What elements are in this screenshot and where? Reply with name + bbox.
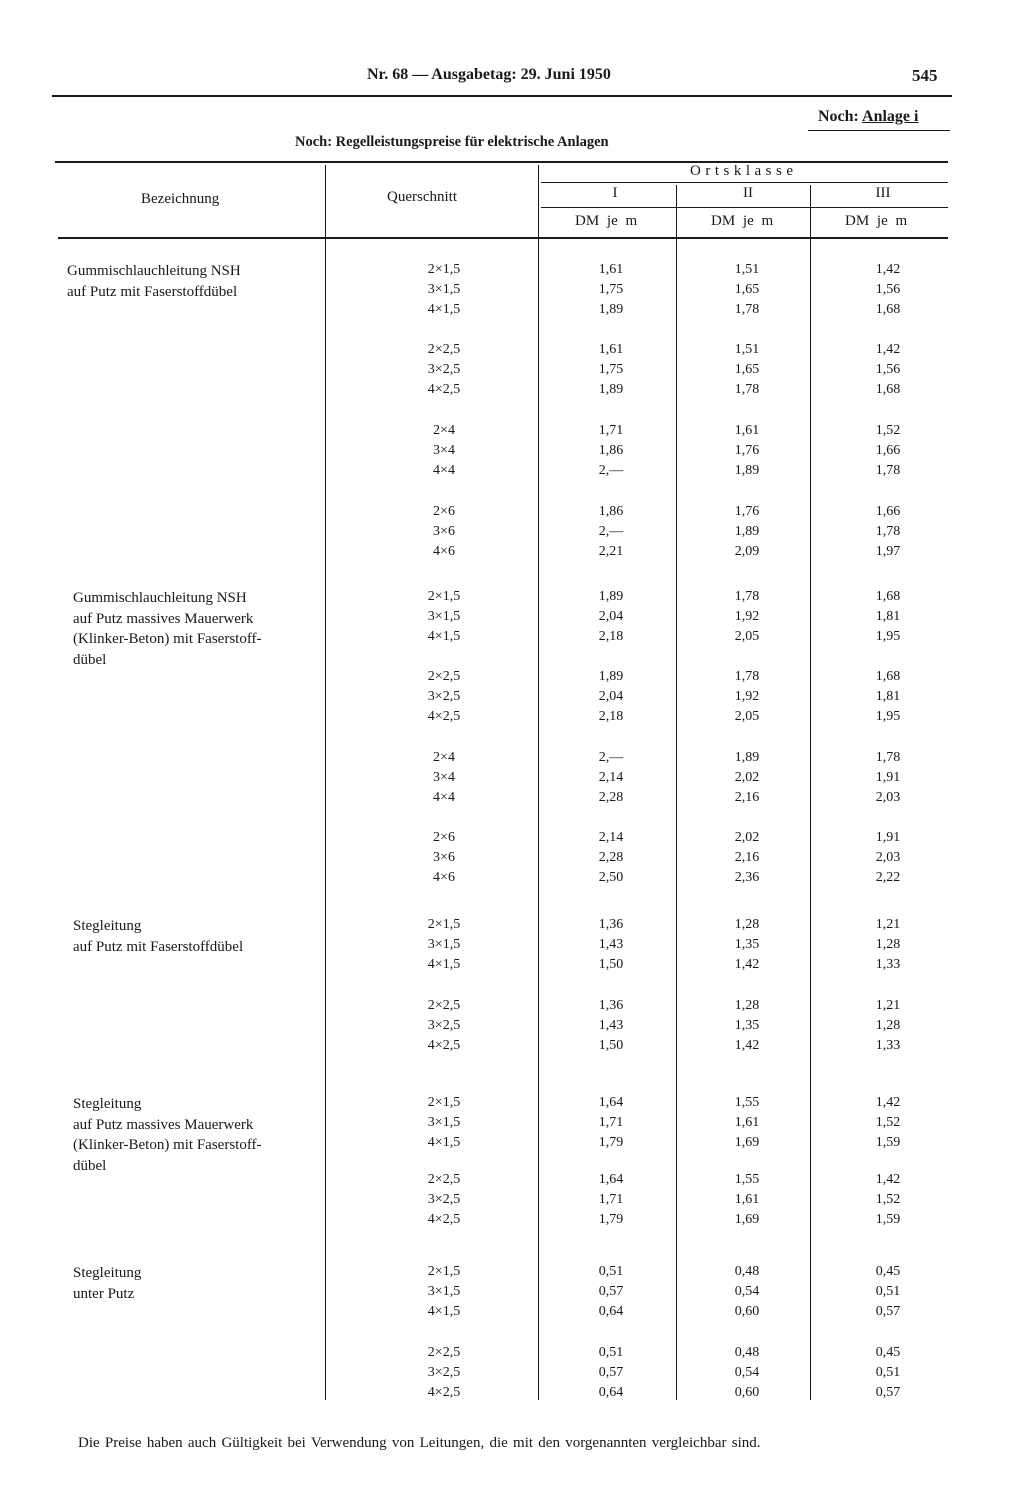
cell-querschnitt: 4×4 [433, 790, 455, 806]
header-unit-2: DM je m [711, 213, 774, 229]
section-label [73, 1263, 141, 1304]
cell-class-1: 1,43 [598, 1018, 624, 1034]
cell-class-1: 1,79 [598, 1135, 624, 1151]
cell-class-2: 1,42 [734, 957, 760, 973]
section-label-line: dübel [73, 651, 107, 668]
cell-class-1: 1,43 [598, 937, 624, 953]
cell-querschnitt: 4×6 [433, 870, 455, 886]
cell-class-1: 1,50 [598, 957, 624, 973]
annex-label [818, 108, 918, 126]
annex-rule [808, 130, 950, 131]
cell-class-3: 1,56 [875, 362, 901, 378]
header-class-3: III [875, 185, 891, 201]
cell-class-3: 1,33 [875, 957, 901, 973]
cell-class-2: 2,02 [734, 770, 760, 786]
page-header-issue: Nr. 68 — Ausgabetag: 29. Juni 1950 [367, 66, 611, 83]
unit-row-rule [541, 207, 948, 208]
annex-name: Anlage i [862, 108, 919, 125]
cell-class-2: 1,76 [734, 504, 760, 519]
cell-class-2: 0,54 [734, 1365, 760, 1381]
cell-querschnitt: 3×6 [433, 850, 455, 866]
cell-class-2: 2,02 [734, 830, 760, 845]
cell-querschnitt: 3×1,5 [427, 1115, 461, 1131]
cell-class-2: 1,76 [734, 443, 760, 459]
annex-prefix: Noch: [818, 108, 859, 125]
cell-querschnitt: 4×2,5 [427, 1038, 461, 1054]
cell-class-1: 2,14 [598, 770, 624, 786]
header-class-2: II [743, 185, 753, 201]
table-top-rule [55, 161, 948, 163]
cell-class-3: 2,22 [875, 870, 901, 886]
cell-class-2: 1,55 [734, 1095, 760, 1110]
cell-class-2: 1,61 [734, 1192, 760, 1208]
cell-querschnitt: 2×6 [433, 830, 455, 845]
cell-querschnitt: 2×2,5 [427, 1172, 461, 1187]
cell-class-1: 1,71 [598, 423, 624, 438]
cell-class-3: 1,42 [875, 262, 901, 277]
cell-class-1: 1,71 [598, 1115, 624, 1131]
cell-class-1: 1,64 [598, 1095, 624, 1110]
cell-class-2: 1,69 [734, 1212, 760, 1228]
cell-class-1: 2,50 [598, 870, 624, 886]
cell-class-1: 1,61 [598, 342, 624, 357]
cell-querschnitt: 2×4 [433, 750, 455, 765]
cell-class-3: 1,91 [875, 830, 901, 845]
cell-class-1: 1,71 [598, 1192, 624, 1208]
cell-class-3: 0,45 [875, 1264, 901, 1279]
cell-class-2: 1,78 [734, 589, 760, 604]
cell-querschnitt: 4×4 [433, 463, 455, 479]
cell-querschnitt: 4×1,5 [427, 1304, 461, 1320]
cell-querschnitt: 3×2,5 [427, 1192, 461, 1208]
cell-class-2: 1,65 [734, 362, 760, 378]
cell-class-2: 2,09 [734, 544, 760, 560]
cell-class-1: 1,79 [598, 1212, 624, 1228]
column-divider-2 [538, 165, 539, 1400]
cell-class-2: 1,35 [734, 1018, 760, 1034]
cell-class-2: 0,48 [734, 1345, 760, 1360]
cell-class-2: 0,54 [734, 1284, 760, 1300]
cell-class-3: 1,21 [875, 917, 901, 932]
cell-class-2: 1,78 [734, 382, 760, 398]
cell-querschnitt: 3×2,5 [427, 1018, 461, 1034]
section-label-line: auf Putz mit Faserstoffdübel [67, 283, 238, 300]
cell-class-3: 2,03 [875, 850, 901, 866]
cell-class-2: 1,28 [734, 917, 760, 932]
cell-class-2: 1,35 [734, 937, 760, 953]
cell-class-3: 1,33 [875, 1038, 901, 1054]
cell-class-2: 1,89 [734, 524, 760, 540]
cell-class-1: 0,57 [598, 1365, 624, 1381]
cell-querschnitt: 4×1,5 [427, 1135, 461, 1151]
cell-class-3: 1,78 [875, 463, 901, 479]
cell-querschnitt: 3×1,5 [427, 1284, 461, 1300]
cell-class-3: 1,68 [875, 302, 901, 318]
cell-querschnitt: 3×6 [433, 524, 455, 540]
cell-class-1: 1,75 [598, 362, 624, 378]
cell-querschnitt: 4×2,5 [427, 1385, 461, 1401]
header-class-1: I [612, 185, 618, 201]
cell-class-1: 0,57 [598, 1284, 624, 1300]
column-divider-3 [676, 185, 677, 1400]
cell-class-1: 1,89 [598, 382, 624, 398]
cell-class-2: 1,55 [734, 1172, 760, 1187]
cell-class-3: 1,28 [875, 1018, 901, 1034]
cell-class-2: 2,05 [734, 709, 760, 725]
cell-class-2: 0,48 [734, 1264, 760, 1279]
cell-class-2: 1,92 [734, 609, 760, 625]
header-ortsklasse: Ortsklasse [690, 163, 798, 179]
cell-class-1: 2,— [598, 750, 624, 765]
cell-class-2: 2,05 [734, 629, 760, 645]
cell-class-1: 1,86 [598, 443, 624, 459]
section-label [67, 261, 241, 302]
cell-class-2: 1,42 [734, 1038, 760, 1054]
section-label-line: Stegleitung [73, 1096, 142, 1112]
cell-class-3: 1,21 [875, 998, 901, 1013]
cell-class-3: 1,28 [875, 937, 901, 953]
cell-querschnitt: 3×4 [433, 770, 455, 786]
cell-class-1: 2,04 [598, 609, 624, 625]
cell-class-3: 0,45 [875, 1345, 901, 1360]
section-label-line: dübel [73, 1157, 107, 1174]
cell-class-1: 1,86 [598, 504, 624, 519]
cell-class-1: 1,89 [598, 302, 624, 318]
section-label-line: auf Putz mit Faserstoffdübel [73, 938, 244, 955]
cell-class-1: 2,28 [598, 850, 624, 866]
section-label-line: Gummischlauchleitung NSH [67, 263, 241, 279]
cell-querschnitt: 3×1,5 [427, 609, 461, 625]
cell-class-3: 0,57 [875, 1304, 901, 1320]
cell-class-1: 1,36 [598, 998, 624, 1013]
table-title: Noch: Regelleistungspreise für elektrische Anlagen [295, 134, 609, 150]
cell-class-1: 1,50 [598, 1038, 624, 1054]
header-rule [52, 95, 952, 97]
cell-class-2: 1,78 [734, 302, 760, 318]
cell-class-3: 1,91 [875, 770, 901, 786]
section-label [73, 1094, 262, 1176]
cell-class-3: 1,97 [875, 544, 901, 560]
cell-class-3: 1,68 [875, 382, 901, 398]
cell-querschnitt: 4×1,5 [427, 957, 461, 973]
cell-class-3: 1,59 [875, 1212, 901, 1228]
cell-class-3: 1,42 [875, 1095, 901, 1110]
cell-class-3: 0,51 [875, 1284, 901, 1300]
header-querschnitt: Querschnitt [387, 189, 457, 205]
cell-class-2: 1,61 [734, 423, 760, 438]
section-label-line: Gummischlauchleitung NSH [73, 590, 247, 606]
cell-querschnitt: 3×2,5 [427, 1365, 461, 1381]
section-label-line: Stegleitung [73, 1265, 142, 1281]
cell-class-1: 2,04 [598, 689, 624, 705]
cell-class-3: 1,66 [875, 443, 901, 459]
cell-class-1: 1,64 [598, 1172, 624, 1187]
cell-class-3: 0,51 [875, 1365, 901, 1381]
cell-class-2: 1,92 [734, 689, 760, 705]
cell-querschnitt: 4×1,5 [427, 629, 461, 645]
cell-class-3: 1,81 [875, 689, 901, 705]
cell-class-1: 2,— [598, 524, 624, 540]
cell-class-3: 1,52 [875, 1192, 901, 1208]
cell-class-2: 1,28 [734, 998, 760, 1013]
cell-class-3: 1,68 [875, 589, 901, 604]
cell-querschnitt: 2×1,5 [427, 1264, 461, 1279]
cell-class-1: 2,18 [598, 709, 624, 725]
cell-class-3: 1,42 [875, 342, 901, 357]
section-label-line: auf Putz massives Mauerwerk [73, 1116, 254, 1133]
section-label-line: (Klinker-Beton) mit Faserstoff- [73, 1137, 262, 1153]
cell-class-1: 1,75 [598, 282, 624, 298]
cell-class-3: 1,52 [875, 423, 901, 438]
cell-querschnitt: 2×1,5 [427, 1095, 461, 1110]
cell-querschnitt: 3×1,5 [427, 282, 461, 298]
cell-querschnitt: 2×1,5 [427, 589, 461, 604]
cell-class-2: 2,16 [734, 850, 760, 866]
cell-class-1: 2,28 [598, 790, 624, 806]
cell-querschnitt: 2×1,5 [427, 262, 461, 277]
cell-class-1: 0,64 [598, 1304, 624, 1320]
cell-class-1: 0,51 [598, 1264, 624, 1279]
cell-querschnitt: 2×6 [433, 504, 455, 519]
cell-class-3: 1,95 [875, 709, 901, 725]
cell-class-3: 1,78 [875, 524, 901, 540]
cell-class-3: 1,52 [875, 1115, 901, 1131]
header-unit-3: DM je m [845, 213, 908, 229]
cell-querschnitt: 3×2,5 [427, 362, 461, 378]
page-number: 545 [912, 66, 938, 85]
section-label [73, 588, 262, 670]
cell-querschnitt: 2×1,5 [427, 917, 461, 932]
footnote: Die Preise haben auch Gültigkeit bei Verwendung von Leitungen, die mit den vorgenannten vergleichbar sind. [78, 1435, 761, 1451]
header-bezeichnung: Bezeichnung [141, 191, 220, 207]
cell-querschnitt: 2×2,5 [427, 998, 461, 1013]
cell-class-3: 1,56 [875, 282, 901, 298]
cell-class-1: 2,21 [598, 544, 624, 560]
cell-querschnitt: 3×1,5 [427, 937, 461, 953]
cell-class-2: 0,60 [734, 1304, 760, 1320]
cell-class-3: 1,81 [875, 609, 901, 625]
cell-class-3: 1,95 [875, 629, 901, 645]
cell-class-2: 1,69 [734, 1135, 760, 1151]
column-divider-1 [325, 165, 326, 1400]
cell-class-1: 1,36 [598, 917, 624, 932]
cell-class-3: 1,68 [875, 669, 901, 684]
cell-class-2: 1,61 [734, 1115, 760, 1131]
cell-querschnitt: 2×2,5 [427, 342, 461, 357]
cell-class-3: 1,78 [875, 750, 901, 765]
cell-class-2: 1,51 [734, 262, 760, 277]
cell-class-2: 1,78 [734, 669, 760, 684]
cell-class-3: 1,42 [875, 1172, 901, 1187]
table-header-bottom-rule [58, 237, 948, 239]
cell-class-2: 1,51 [734, 342, 760, 357]
section-label-line: unter Putz [73, 1285, 135, 1302]
cell-class-2: 1,89 [734, 463, 760, 479]
cell-class-3: 0,57 [875, 1385, 901, 1401]
cell-class-1: 1,89 [598, 589, 624, 604]
cell-class-1: 0,51 [598, 1345, 624, 1360]
cell-querschnitt: 3×2,5 [427, 689, 461, 705]
cell-querschnitt: 4×6 [433, 544, 455, 560]
cell-class-1: 1,61 [598, 262, 624, 277]
cell-querschnitt: 4×2,5 [427, 382, 461, 398]
cell-class-3: 1,66 [875, 504, 901, 519]
cell-querschnitt: 4×1,5 [427, 302, 461, 318]
cell-class-2: 0,60 [734, 1385, 760, 1401]
cell-class-1: 2,— [598, 463, 624, 479]
section-label-line: (Klinker-Beton) mit Faserstoff- [73, 631, 262, 647]
cell-class-1: 0,64 [598, 1385, 624, 1401]
cell-querschnitt: 2×4 [433, 423, 455, 438]
cell-class-3: 1,59 [875, 1135, 901, 1151]
cell-querschnitt: 3×4 [433, 443, 455, 459]
cell-class-2: 2,16 [734, 790, 760, 806]
cell-class-2: 2,36 [734, 870, 760, 886]
section-label-line: auf Putz massives Mauerwerk [73, 610, 254, 627]
cell-querschnitt: 4×2,5 [427, 709, 461, 725]
cell-class-1: 2,18 [598, 629, 624, 645]
cell-querschnitt: 4×2,5 [427, 1212, 461, 1228]
cell-class-1: 1,89 [598, 669, 624, 684]
section-label-line: Stegleitung [73, 918, 142, 934]
cell-querschnitt: 2×2,5 [427, 1345, 461, 1360]
cell-querschnitt: 2×2,5 [427, 669, 461, 684]
cell-class-2: 1,89 [734, 750, 760, 765]
cell-class-2: 1,65 [734, 282, 760, 298]
section-label [73, 916, 243, 957]
cell-class-1: 2,14 [598, 830, 624, 845]
header-unit-1: DM je m [575, 213, 638, 229]
column-divider-4 [810, 185, 811, 1400]
cell-class-3: 2,03 [875, 790, 901, 806]
ortsklasse-underline [541, 182, 948, 183]
